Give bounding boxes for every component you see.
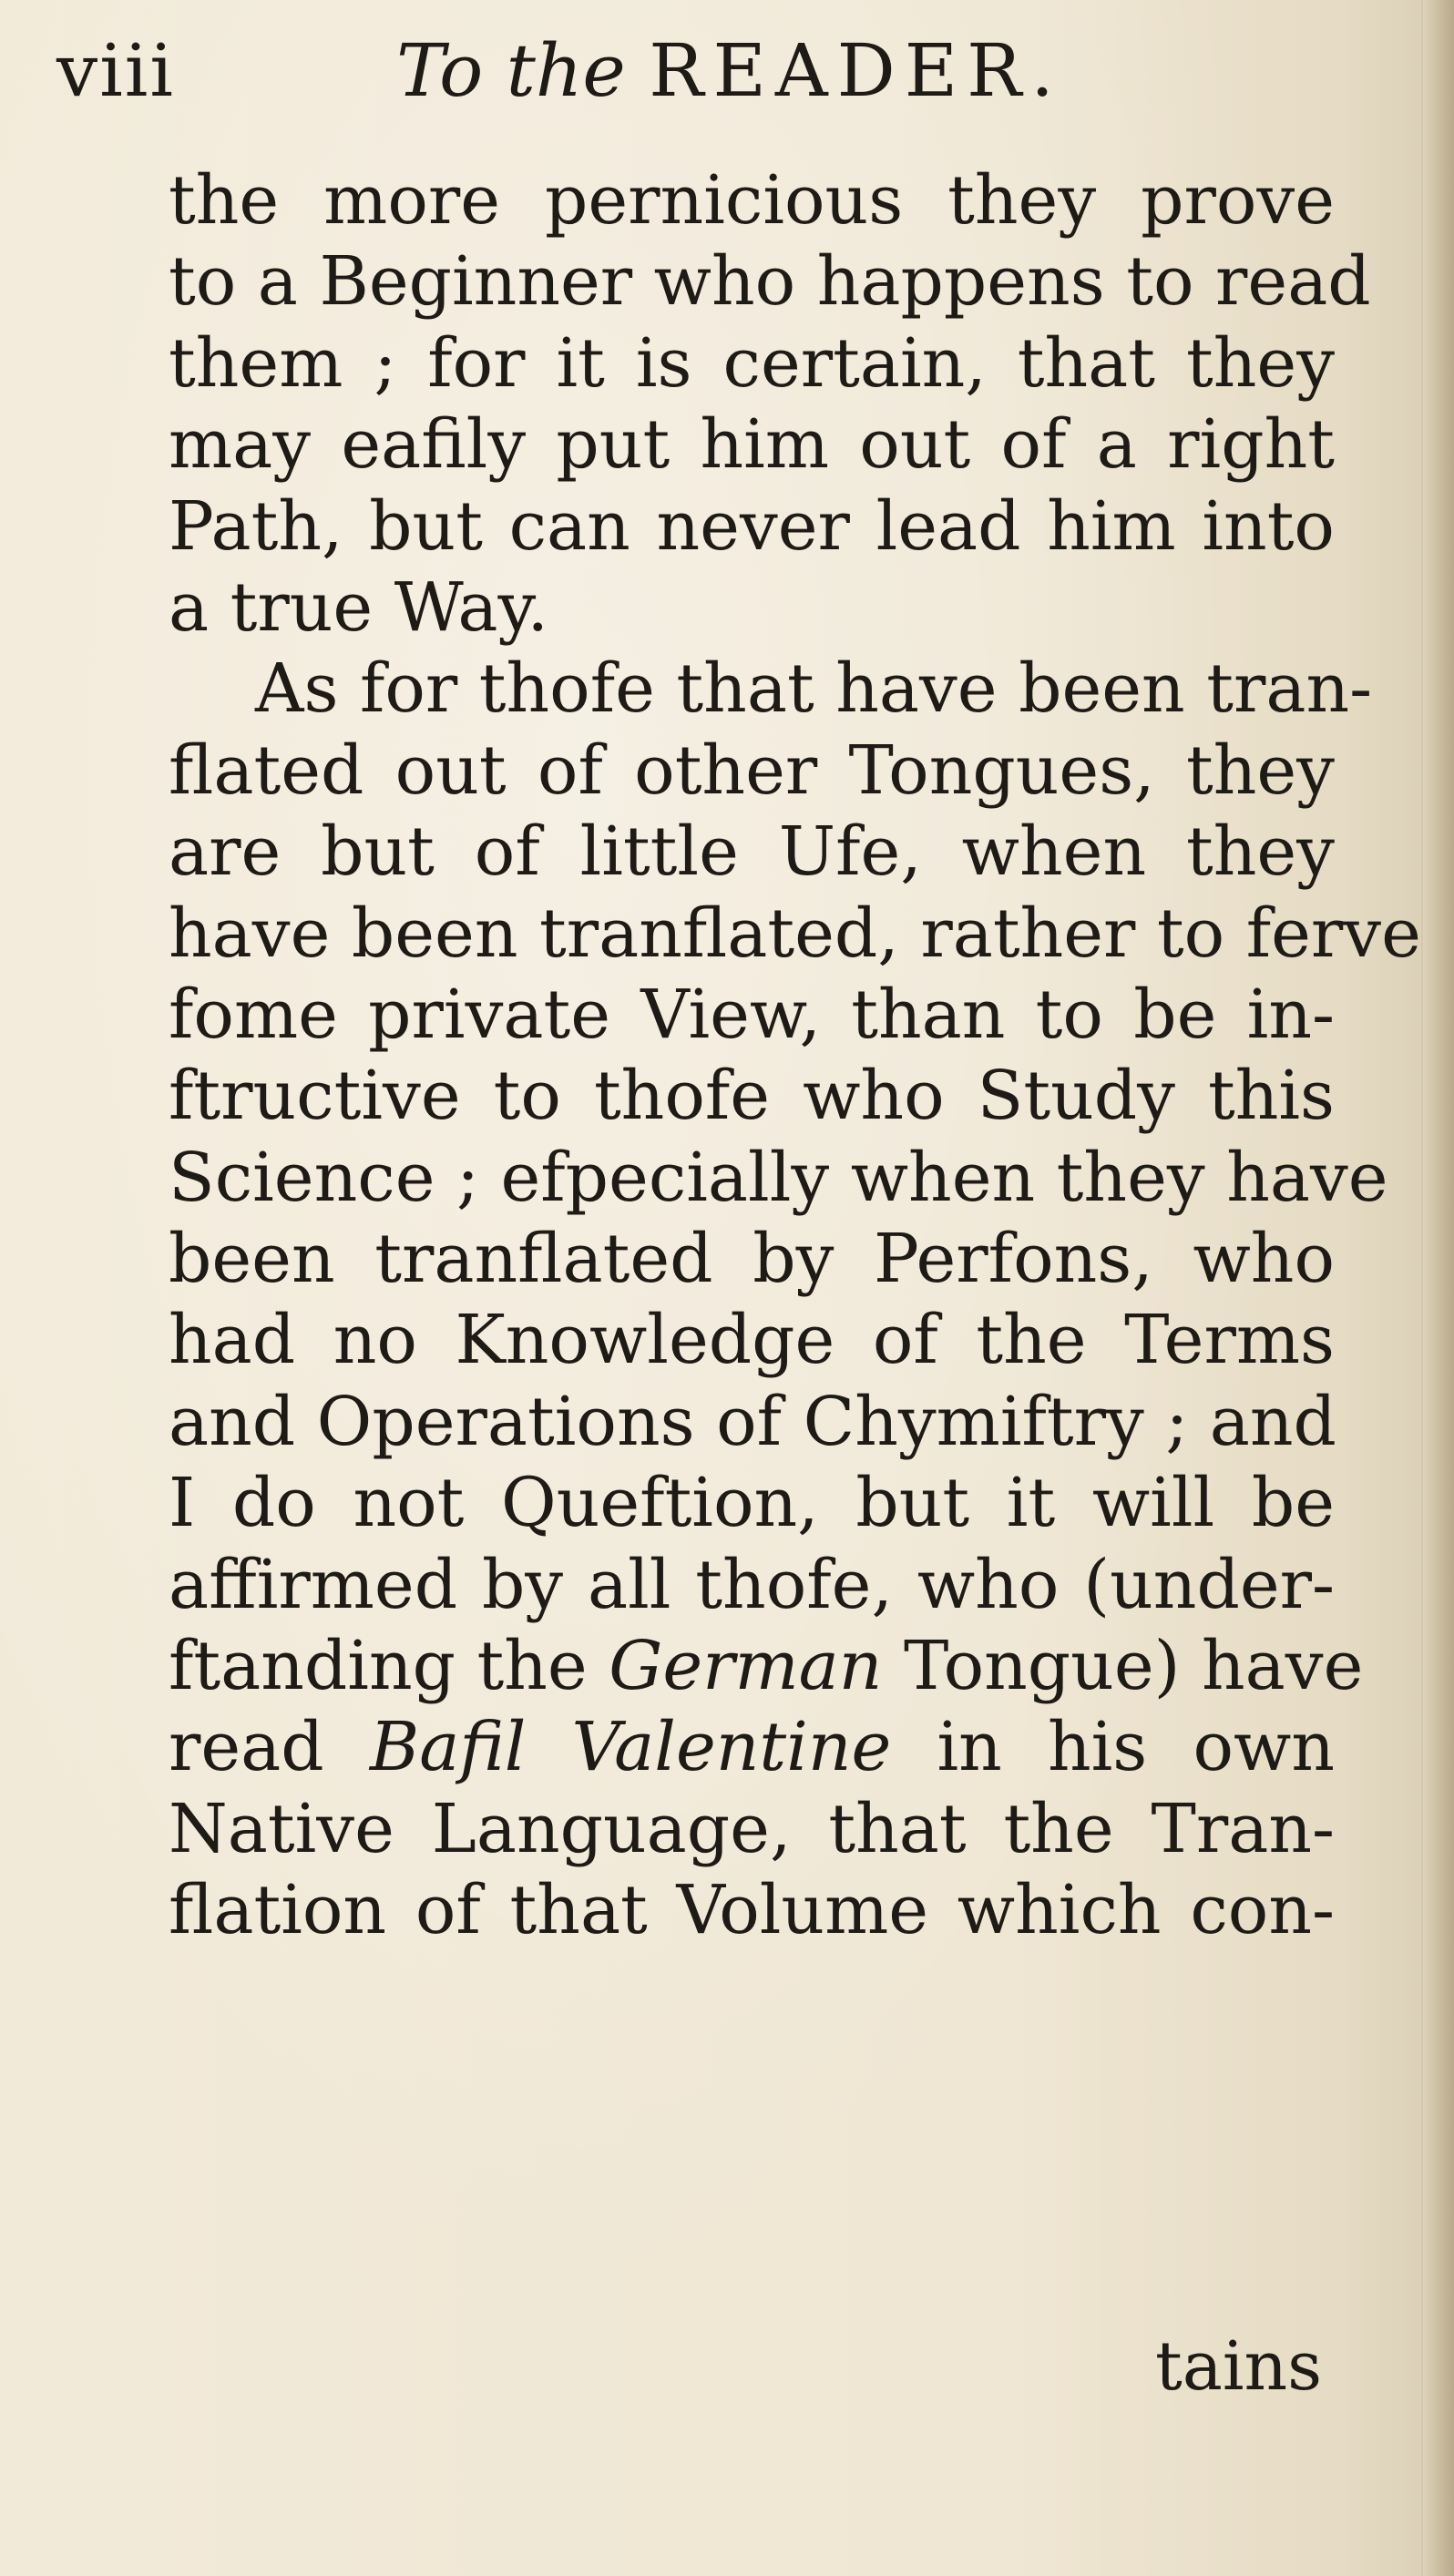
text-line: may eafily put him out of a right xyxy=(169,405,1335,485)
line-segment: ftanding the xyxy=(169,1627,588,1706)
text-line: Science ; efpecially when they have xyxy=(169,1138,1388,1217)
text-line: to a Beginner who happens to read xyxy=(169,242,1371,322)
page-number: viii xyxy=(56,28,175,113)
text-line: Native Language, that the Tran- xyxy=(169,1789,1335,1868)
text-line: flated out of other Tongues, they xyxy=(169,731,1335,810)
line-segment: in his own xyxy=(937,1708,1335,1787)
italic-name-basil-valentine: Bafil Valentine xyxy=(369,1708,892,1787)
page-edge xyxy=(1421,0,1454,2576)
text-line: and Operations of Chymiftry ; and xyxy=(169,1382,1336,1461)
text-line: had no Knowledge of the Terms xyxy=(169,1301,1335,1380)
running-head-italic: To the xyxy=(396,28,626,113)
text-line: ftructive to thofe who Study this xyxy=(169,1057,1335,1136)
text-line: are but of little Ufe, when they xyxy=(169,813,1335,892)
page-header xyxy=(55,16,1399,117)
body-text xyxy=(169,160,1421,1952)
text-line: been tranflated by Perfons, who xyxy=(169,1220,1335,1299)
text-line-mixed xyxy=(169,1626,1364,1707)
line-segment: Tongue) have xyxy=(903,1627,1364,1706)
text-line: I do not Queftion, but it will be xyxy=(169,1464,1335,1543)
text-line: the more pernicious they prove xyxy=(169,161,1335,240)
text-line: Path, but can never lead him into xyxy=(169,486,1335,566)
text-line: fome private View, than to be in- xyxy=(169,975,1335,1054)
text-line: a true Way. xyxy=(169,567,548,647)
text-line: flation of that Volume which con- xyxy=(169,1871,1335,1950)
paragraph-first-line: As for thofe that have been tran- xyxy=(255,649,1373,729)
text-line: affirmed by all thofe, who (under- xyxy=(169,1545,1335,1624)
text-line: them ; for it is certain, that they xyxy=(169,323,1335,403)
catchword: tains xyxy=(1155,2327,1323,2406)
running-head xyxy=(396,26,1063,117)
running-head-caps: READER. xyxy=(649,28,1063,113)
text-line: have been tranflated, rather to ferve xyxy=(169,894,1421,973)
italic-term-german: German xyxy=(609,1627,883,1706)
text-line-mixed xyxy=(169,1707,1335,1788)
line-segment: read xyxy=(169,1708,324,1787)
